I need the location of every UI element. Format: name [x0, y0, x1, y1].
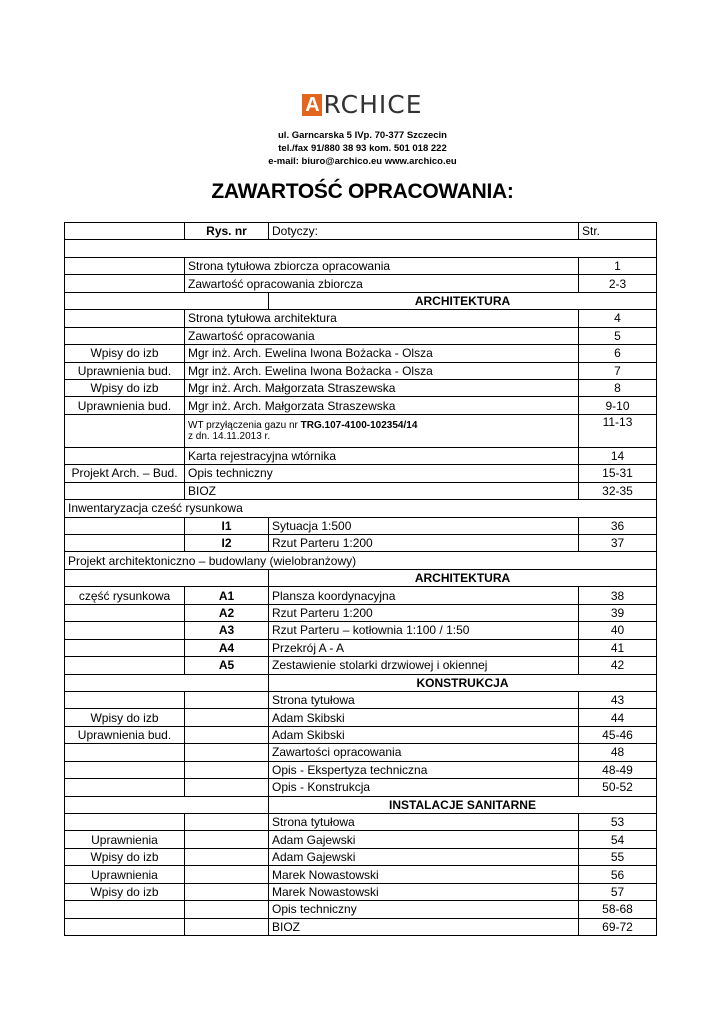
page-number-cell: 48-49	[579, 761, 657, 778]
section-spacer-cell	[65, 796, 269, 813]
table-row	[65, 500, 657, 517]
table-row	[65, 709, 657, 726]
column-header-dotyczy: Dotyczy:	[269, 223, 579, 240]
page-number-cell: 15-31	[579, 465, 657, 482]
category-cell	[65, 604, 185, 621]
page-number-cell: 42	[579, 657, 657, 674]
table-row	[65, 657, 657, 674]
category-cell	[65, 622, 185, 639]
page-number-cell: 50-52	[579, 779, 657, 796]
category-cell	[65, 901, 185, 918]
category-cell: Wpisy do izb	[65, 848, 185, 865]
table-row	[65, 674, 657, 691]
drawing-number-cell: A5	[185, 657, 269, 674]
category-cell	[65, 639, 185, 656]
category-cell: Uprawnienia	[65, 831, 185, 848]
document-date: z dn. 14.11.2013 r.	[188, 430, 271, 442]
drawing-number-cell	[185, 848, 269, 865]
description-cell: Strona tytułowa	[269, 814, 579, 831]
drawing-number-cell: A2	[185, 604, 269, 621]
description-cell: Zawartość opracowania zbiorcza	[185, 275, 579, 292]
category-cell	[65, 275, 185, 292]
drawing-number-cell	[185, 866, 269, 883]
page-number-cell: 32-35	[579, 482, 657, 499]
table-row	[65, 310, 657, 327]
category-cell	[65, 691, 185, 708]
category-cell	[65, 814, 185, 831]
description-cell: Strona tytułowa zbiorcza opracowania	[185, 257, 579, 274]
document-number: TRG.107-4100-102354/14	[300, 419, 418, 431]
page-number-cell: 36	[579, 517, 657, 534]
page-number-cell: 14	[579, 447, 657, 464]
page-number-cell: 37	[579, 535, 657, 552]
description-cell: Mgr inż. Arch. Małgorzata Straszewska	[185, 379, 579, 396]
section-heading: ARCHITEKTURA	[269, 569, 657, 586]
drawing-number-cell	[185, 691, 269, 708]
table-row	[65, 362, 657, 379]
description-cell: Opis techniczny	[269, 901, 579, 918]
description-cell: Zestawienie stolarki drzwiowej i okiennej	[269, 657, 579, 674]
category-cell	[65, 918, 185, 935]
page-number-cell: 6	[579, 345, 657, 362]
drawing-number-cell	[185, 726, 269, 743]
description-text: WT przyłączenia gazu nr	[188, 419, 301, 431]
drawing-number-cell	[185, 779, 269, 796]
description-cell: Zawartość opracowania	[185, 327, 579, 344]
page-number-cell: 54	[579, 831, 657, 848]
description-cell: Plansza koordynacyjna	[269, 587, 579, 604]
category-cell: Uprawnienia bud.	[65, 397, 185, 414]
contents-table	[64, 222, 657, 936]
drawing-number-cell	[185, 918, 269, 935]
table-row	[65, 569, 657, 586]
description-cell: Strona tytułowa	[269, 691, 579, 708]
header-empty-cell	[65, 223, 185, 240]
table-row	[65, 552, 657, 569]
table-row	[65, 604, 657, 621]
category-cell: część rysunkowa	[65, 587, 185, 604]
page-number-cell: 5	[579, 327, 657, 344]
description-cell: Sytuacja 1:500	[269, 517, 579, 534]
table-row	[65, 465, 657, 482]
table-row	[65, 397, 657, 414]
drawing-number-cell	[185, 744, 269, 761]
page-number-cell: 39	[579, 604, 657, 621]
category-cell: Uprawnienia bud.	[65, 726, 185, 743]
category-cell	[65, 657, 185, 674]
category-cell: Wpisy do izb	[65, 345, 185, 362]
description-cell: Adam Gajewski	[269, 831, 579, 848]
section-heading: INSTALACJE SANITARNE	[269, 796, 657, 813]
logo-text: RCHICE	[323, 90, 423, 119]
page-number-cell: 11-13	[579, 414, 657, 447]
table-row	[65, 414, 657, 447]
description-cell: Rzut Parteru 1:200	[269, 535, 579, 552]
table-row	[65, 257, 657, 274]
page-number-cell: 43	[579, 691, 657, 708]
table-row	[65, 517, 657, 534]
table-row	[65, 275, 657, 292]
page-number-cell: 4	[579, 310, 657, 327]
description-cell: Opis - Konstrukcja	[269, 779, 579, 796]
description-cell: Adam Gajewski	[269, 848, 579, 865]
phone-line: tel./fax 91/880 38 93 kom. 501 018 222	[278, 143, 447, 154]
page-number-cell: 1	[579, 257, 657, 274]
category-cell	[65, 535, 185, 552]
description-cell: BIOZ	[269, 918, 579, 935]
table-row	[65, 622, 657, 639]
description-cell: Adam Skibski	[269, 709, 579, 726]
description-cell: Marek Nowastowski	[269, 866, 579, 883]
table-row	[65, 240, 657, 257]
category-cell	[65, 310, 185, 327]
category-cell	[65, 517, 185, 534]
category-cell	[65, 482, 185, 499]
table-row	[65, 779, 657, 796]
page-number-cell: 2-3	[579, 275, 657, 292]
drawing-number-cell: A3	[185, 622, 269, 639]
description-cell: Rzut Parteru 1:200	[269, 604, 579, 621]
page-number-cell: 45-46	[579, 726, 657, 743]
address-line: ul. Garncarska 5 IVp. 70-377 Szczecin	[278, 130, 447, 141]
category-cell: Wpisy do izb	[65, 379, 185, 396]
description-cell: Opis - Ekspertyza techniczna	[269, 761, 579, 778]
description-cell: Mgr inż. Arch. Małgorzata Straszewska	[185, 397, 579, 414]
table-row	[65, 814, 657, 831]
section-heading: ARCHITEKTURA	[269, 292, 657, 309]
email-line: e-mail: biuro@archico.eu www.archico.eu	[268, 156, 457, 167]
drawing-number-cell	[185, 883, 269, 900]
page-number-cell: 56	[579, 866, 657, 883]
page-number-cell: 9-10	[579, 397, 657, 414]
page-title: ZAWARTOŚĆ OPRACOWANIA:	[211, 180, 514, 203]
category-cell	[65, 744, 185, 761]
table-row	[65, 726, 657, 743]
group-heading: Projekt architektoniczno – budowlany (wielobranżowy)	[65, 552, 657, 569]
page-number-cell: 41	[579, 639, 657, 656]
table-row	[65, 796, 657, 813]
description-cell: Przekrój A - A	[269, 639, 579, 656]
company-logo	[0, 90, 725, 122]
description-cell: Karta rejestracyjna wtórnika	[185, 447, 579, 464]
description-cell: Mgr inż. Arch. Ewelina Iwona Bożacka - Olsza	[185, 362, 579, 379]
table-row	[65, 482, 657, 499]
drawing-number-cell: I1	[185, 517, 269, 534]
page-number-cell: 58-68	[579, 901, 657, 918]
table-row	[65, 744, 657, 761]
table-row	[65, 848, 657, 865]
category-cell	[65, 447, 185, 464]
description-cell: Strona tytułowa architektura	[185, 310, 579, 327]
table-row	[65, 639, 657, 656]
drawing-number-cell	[185, 761, 269, 778]
description-cell: Marek Nowastowski	[269, 883, 579, 900]
table-row	[65, 345, 657, 362]
category-cell: Projekt Arch. – Bud.	[65, 465, 185, 482]
blank-row-cell	[65, 240, 657, 257]
drawing-number-cell: A1	[185, 587, 269, 604]
table-row	[65, 379, 657, 396]
contents-table-body	[65, 223, 657, 936]
category-cell	[65, 414, 185, 447]
category-cell	[65, 761, 185, 778]
page-number-cell: 40	[579, 622, 657, 639]
drawing-number-cell	[185, 814, 269, 831]
table-row	[65, 535, 657, 552]
description-cell	[185, 414, 579, 447]
page-number-cell: 38	[579, 587, 657, 604]
section-heading: KONSTRUKCJA	[269, 674, 657, 691]
section-spacer-cell	[65, 292, 269, 309]
description-cell: Opis techniczny	[185, 465, 579, 482]
category-cell	[65, 257, 185, 274]
category-cell	[65, 327, 185, 344]
table-row	[65, 327, 657, 344]
table-row	[65, 587, 657, 604]
category-cell: Uprawnienia	[65, 866, 185, 883]
page-number-cell: 57	[579, 883, 657, 900]
column-header-str: Str.	[579, 223, 657, 240]
drawing-number-cell	[185, 901, 269, 918]
section-spacer-cell	[65, 674, 269, 691]
table-row	[65, 883, 657, 900]
page-number-cell: 69-72	[579, 918, 657, 935]
drawing-number-cell	[185, 831, 269, 848]
description-cell: Adam Skibski	[269, 726, 579, 743]
page-number-cell: 44	[579, 709, 657, 726]
table-row	[65, 918, 657, 935]
page-number-cell: 8	[579, 379, 657, 396]
table-row	[65, 292, 657, 309]
logo-mark: A	[302, 94, 322, 116]
table-row	[65, 761, 657, 778]
drawing-number-cell: A4	[185, 639, 269, 656]
description-cell: Rzut Parteru – kotłownia 1:100 / 1:50	[269, 622, 579, 639]
page-number-cell: 53	[579, 814, 657, 831]
column-header-rys-nr: Rys. nr	[185, 223, 269, 240]
table-row	[65, 831, 657, 848]
table-row	[65, 691, 657, 708]
drawing-number-cell	[185, 709, 269, 726]
description-cell: Zawartości opracowania	[269, 744, 579, 761]
drawing-number-cell: I2	[185, 535, 269, 552]
table-header-row	[65, 223, 657, 240]
table-row	[65, 901, 657, 918]
description-cell: Mgr inż. Arch. Ewelina Iwona Bożacka - Olsza	[185, 345, 579, 362]
page-number-cell: 7	[579, 362, 657, 379]
category-cell	[65, 779, 185, 796]
description-cell: BIOZ	[185, 482, 579, 499]
category-cell: Wpisy do izb	[65, 883, 185, 900]
table-row	[65, 866, 657, 883]
section-spacer-cell	[65, 569, 269, 586]
page-number-cell: 48	[579, 744, 657, 761]
page-number-cell: 55	[579, 848, 657, 865]
table-row	[65, 447, 657, 464]
group-heading: Inwentaryzacja cześć rysunkowa	[65, 500, 657, 517]
category-cell: Uprawnienia bud.	[65, 362, 185, 379]
category-cell: Wpisy do izb	[65, 709, 185, 726]
